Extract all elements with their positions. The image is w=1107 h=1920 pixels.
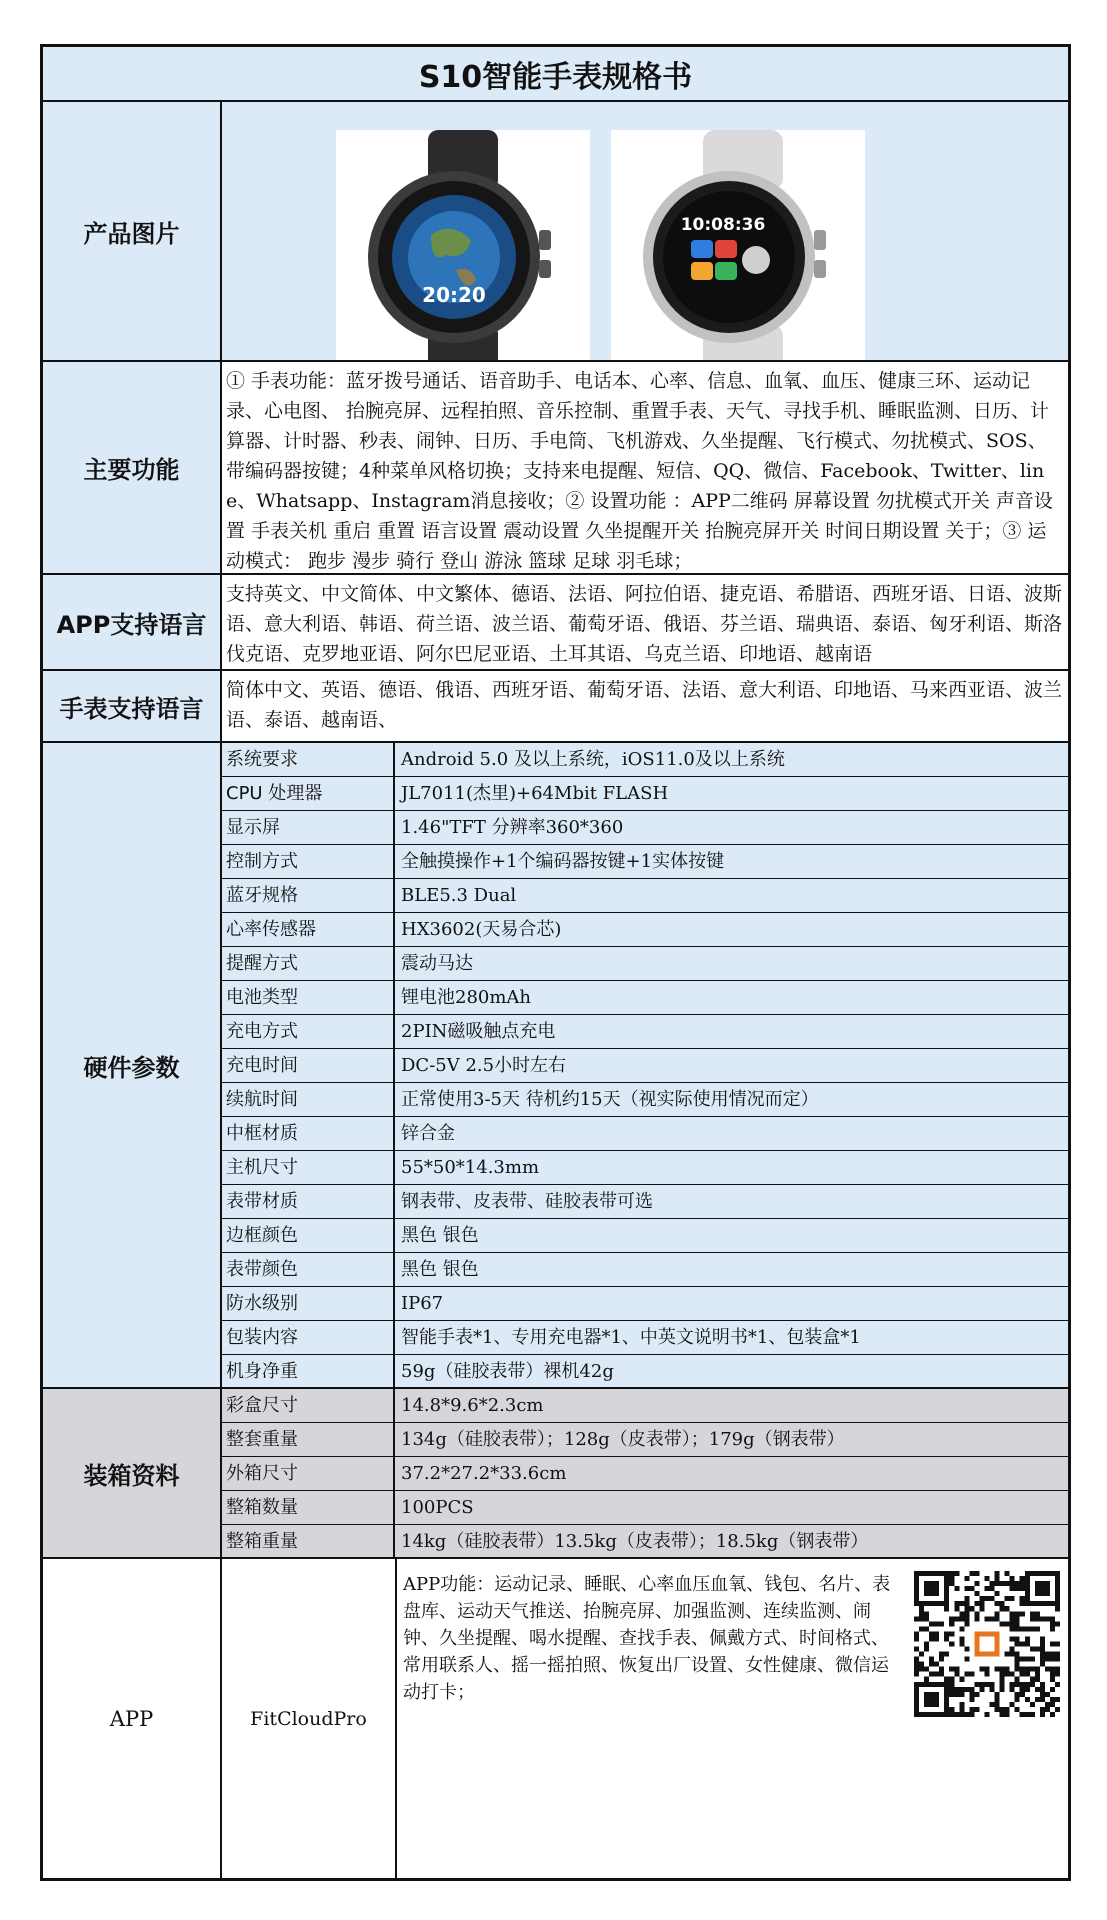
spec-key: 包装内容: [222, 1321, 395, 1354]
hardware-spec-row: [222, 879, 1068, 913]
features-row: [43, 360, 1068, 573]
spec-value: DC-5V 2.5小时左右: [401, 1055, 567, 1076]
packing-table: [222, 1389, 1068, 1557]
app-row: [43, 1557, 1068, 1878]
silver-watch-image: [611, 130, 865, 384]
packing-spec-row: [222, 1423, 1068, 1457]
spec-value: 14.8*9.6*2.3cm: [401, 1395, 544, 1416]
spec-value: IP67: [401, 1293, 444, 1314]
spec-key: 系统要求: [222, 743, 395, 776]
spec-key: 整套重量: [222, 1423, 395, 1456]
hardware-spec-row: [222, 1049, 1068, 1083]
hardware-spec-row: [222, 845, 1068, 879]
features-text: ① 手表功能：蓝牙拨号通话、语音助手、电话本、心率、信息、血氧、血压、健康三环、运动记录、心电图、 抬腕亮屏、远程拍照、音乐控制、重置手表、天气、寻找手机、睡眠监测、日历、计算器、计时器、秒表、闹钟、日历、手电筒、飞机游戏、久坐提醒、飞行模式、勿扰模式、SOS、带编码器按键；4种菜单风格切换；支持来电提醒、短信、QQ、微信、Facebook、Twitter、line、Whatsapp、Instagram消息接收；② 设置功能 ：APP二维码 屏幕设置 勿扰模式开关 声音设置 手表关机 重启 重置 语言设置 震动设置 久坐提醒开关 抬腕亮屏开关 时间日期设置 关于；③ 运动模式： 跑步 漫步 骑行 登山 游泳 篮球 足球 羽毛球；: [226, 370, 1053, 572]
product-images-row: [43, 100, 1068, 360]
spec-key: CPU 处理器: [222, 777, 395, 810]
spec-key: 机身净重: [222, 1355, 395, 1389]
spec-key: 整箱重量: [222, 1525, 395, 1559]
spec-value: Android 5.0 及以上系统，iOS11.0及以上系统: [401, 749, 785, 770]
app-cell: [222, 1559, 1068, 1878]
spec-key: 心率传感器: [222, 913, 395, 946]
spec-key: 防水级别: [222, 1287, 395, 1320]
app-languages-label: APP支持语言: [43, 575, 222, 669]
silver-watch-time: 10:08:36: [680, 215, 766, 235]
spec-key: 蓝牙规格: [222, 879, 395, 912]
packing-spec-row: [222, 1457, 1068, 1491]
hardware-table: [222, 743, 1068, 1387]
hardware-label: 硬件参数: [43, 743, 222, 1387]
watch-languages-cell: [222, 671, 1068, 741]
spec-key: 充电方式: [222, 1015, 395, 1048]
spec-key: 表带颜色: [222, 1253, 395, 1286]
spec-key: 提醒方式: [222, 947, 395, 980]
spec-key: 主机尺寸: [222, 1151, 395, 1184]
hardware-spec-row: [222, 1083, 1068, 1117]
spec-value: 55*50*14.3mm: [401, 1157, 540, 1178]
hardware-spec-row: [222, 1253, 1068, 1287]
features-cell: [222, 362, 1068, 573]
spec-key: 控制方式: [222, 845, 395, 878]
spec-key: 外箱尺寸: [222, 1457, 395, 1490]
spec-value: 2PIN磁吸触点充电: [401, 1021, 556, 1042]
product-images-cell: [222, 102, 1068, 360]
watch-languages-label: 手表支持语言: [43, 671, 222, 741]
app-languages-cell: [222, 575, 1068, 669]
spec-value: 59g（硅胶表带）裸机42g: [401, 1361, 614, 1382]
hardware-spec-row: [222, 913, 1068, 947]
spec-value: 1.46"TFT 分辨率360*360: [401, 817, 624, 838]
app-qr-code[interactable]: [914, 1571, 1060, 1717]
spec-value: 钢表带、皮表带、硅胶表带可选: [401, 1191, 653, 1212]
hardware-row: [43, 741, 1068, 1387]
packing-row: [43, 1387, 1068, 1557]
hardware-spec-row: [222, 1321, 1068, 1355]
spec-value: JL7011(杰里)+64Mbit FLASH: [401, 783, 669, 804]
spec-value: 134g（硅胶表带）；128g（皮表带）；179g（钢表带）: [401, 1429, 845, 1450]
hardware-spec-row: [222, 1185, 1068, 1219]
hardware-spec-row: [222, 947, 1068, 981]
packing-spec-row: [222, 1525, 1068, 1559]
black-watch-image: [336, 130, 590, 384]
spec-value: 黑色 银色: [401, 1259, 479, 1280]
app-description: APP功能：运动记录、睡眠、心率血压血氧、钱包、名片、表盘库、运动天气推送、抬腕亮屏、加强监测、连续监测、闹钟、久坐提醒、喝水提醒、查找手表、佩戴方式、时间格式、常用联系人、摇一摇拍照、恢复出厂设置、女性健康、微信运动打卡；: [403, 1574, 891, 1703]
spec-value: 37.2*27.2*33.6cm: [401, 1463, 567, 1484]
app-name: FitCloudPro: [222, 1559, 397, 1878]
spec-value: 锌合金: [401, 1123, 455, 1144]
page-title: S10智能手表规格书: [418, 59, 693, 95]
packing-spec-row: [222, 1491, 1068, 1525]
black-watch-time: 20:20: [422, 283, 486, 307]
spec-key: 续航时间: [222, 1083, 395, 1116]
hardware-spec-row: [222, 1117, 1068, 1151]
spec-value: 智能手表*1、专用充电器*1、中英文说明书*1、包装盒*1: [401, 1327, 861, 1348]
hardware-spec-row: [222, 777, 1068, 811]
features-label: 主要功能: [43, 362, 222, 573]
app-label: APP: [43, 1559, 222, 1878]
hardware-spec-row: [222, 743, 1068, 777]
spec-key: 表带材质: [222, 1185, 395, 1218]
spec-value: 锂电池280mAh: [401, 987, 532, 1008]
spec-value: 正常使用3-5天 待机约15天（视实际使用情况而定）: [401, 1089, 819, 1110]
spec-sheet: [40, 44, 1071, 1881]
spec-value: 黑色 银色: [401, 1225, 479, 1246]
hardware-spec-row: [222, 1015, 1068, 1049]
hardware-spec-row: [222, 981, 1068, 1015]
spec-key: 电池类型: [222, 981, 395, 1014]
watch-languages-text: 简体中文、英语、德语、俄语、西班牙语、葡萄牙语、法语、意大利语、印地语、马来西亚语、波兰语、泰语、越南语、: [226, 679, 1063, 731]
app-languages-text: 支持英文、中文简体、中文繁体、德语、法语、阿拉伯语、捷克语、希腊语、西班牙语、日语、波斯语、意大利语、韩语、荷兰语、波兰语、葡萄牙语、俄语、芬兰语、瑞典语、泰语、匈牙利语、斯洛伐克语、克罗地亚语、阿尔巴尼亚语、土耳其语、乌克兰语、印地语、越南语: [226, 583, 1063, 665]
spec-value: 震动马达: [401, 953, 473, 974]
spec-value: 100PCS: [401, 1497, 474, 1518]
hardware-spec-row: [222, 811, 1068, 845]
watch-languages-row: [43, 669, 1068, 741]
spec-key: 整箱数量: [222, 1491, 395, 1524]
spec-value: HX3602(天易合芯): [401, 919, 562, 940]
spec-value: 14kg（硅胶表带）13.5kg（皮表带）；18.5kg（钢表带）: [401, 1531, 869, 1552]
hardware-spec-row: [222, 1151, 1068, 1185]
spec-value: BLE5.3 Dual: [401, 885, 517, 906]
spec-value: 全触摸操作+1个编码器按键+1实体按键: [401, 851, 725, 872]
hardware-spec-row: [222, 1355, 1068, 1389]
packing-spec-row: [222, 1389, 1068, 1423]
spec-key: 显示屏: [222, 811, 395, 844]
hardware-spec-row: [222, 1219, 1068, 1253]
spec-key: 彩盒尺寸: [222, 1389, 395, 1422]
hardware-spec-row: [222, 1287, 1068, 1321]
packing-label: 装箱资料: [43, 1389, 222, 1557]
product-images-label: 产品图片: [43, 102, 222, 360]
app-languages-row: [43, 573, 1068, 669]
spec-key: 中框材质: [222, 1117, 395, 1150]
spec-key: 边框颜色: [222, 1219, 395, 1252]
spec-key: 充电时间: [222, 1049, 395, 1082]
